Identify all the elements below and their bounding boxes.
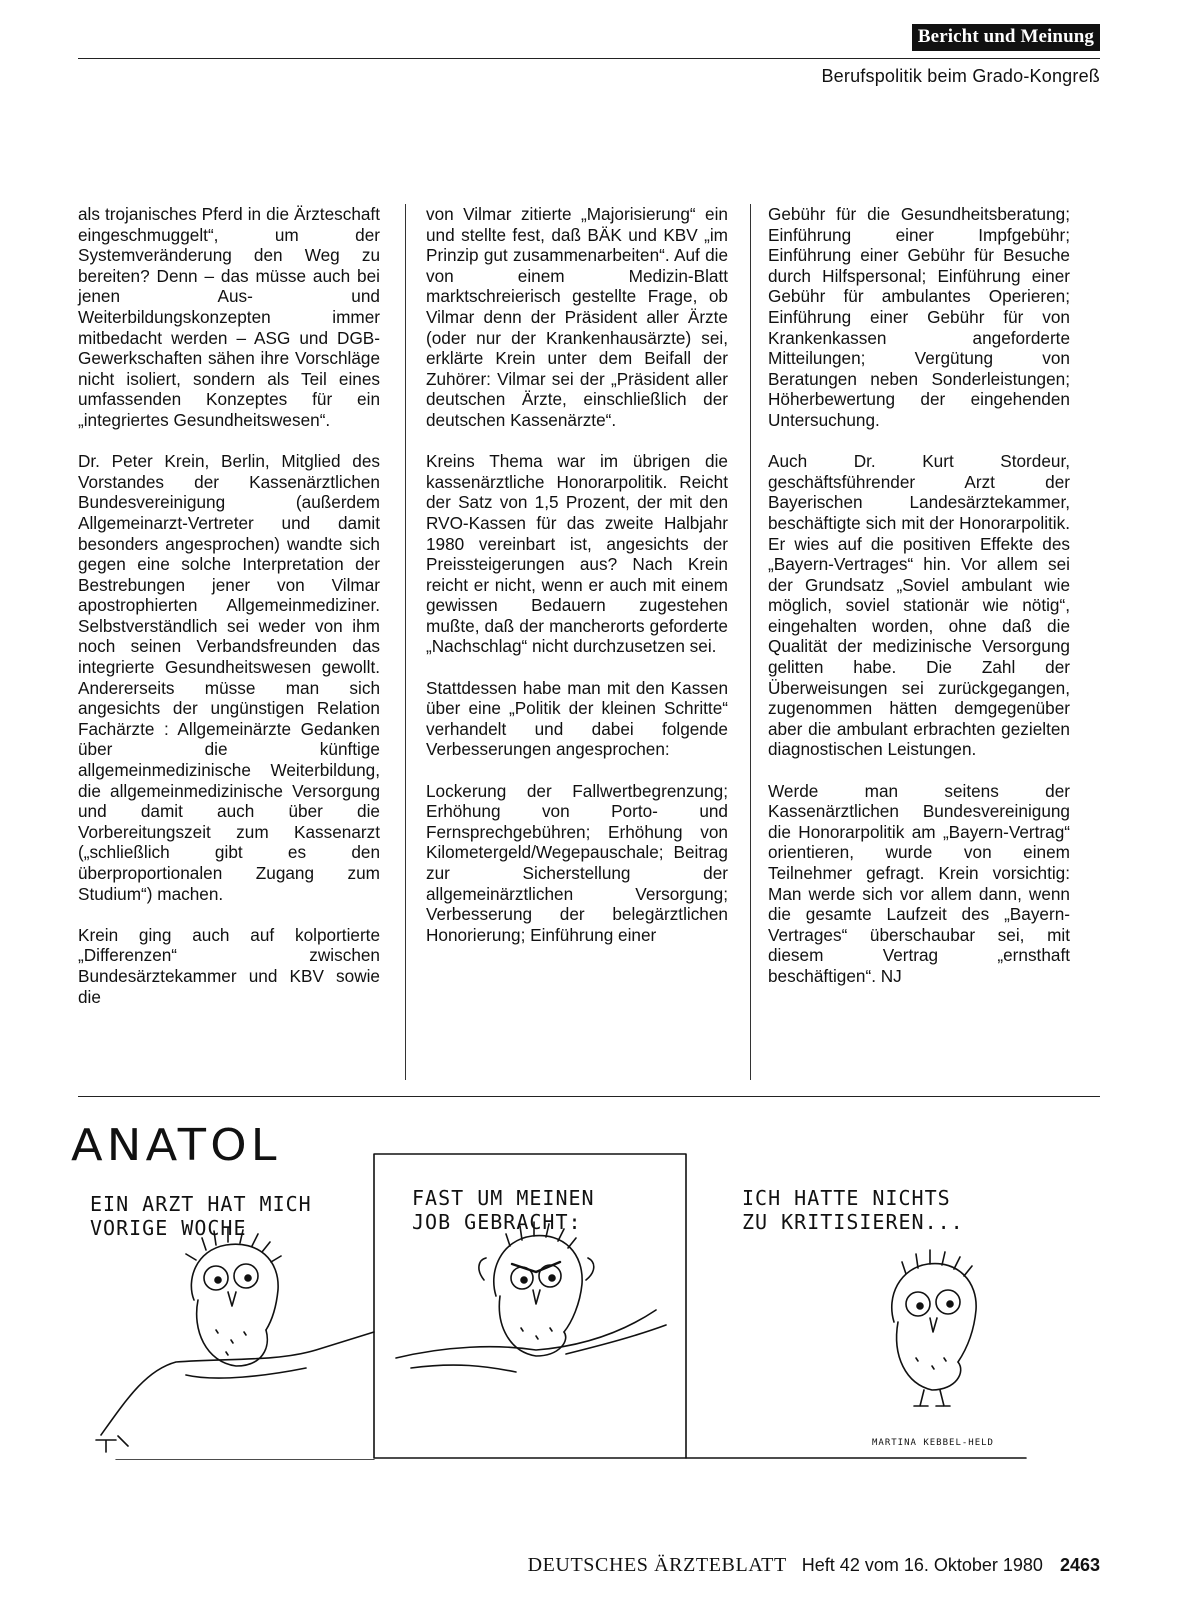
paragraph: Auch Dr. Kurt Stordeur, geschäftsführender Arzt der Bayerischen Landesärztekammer, beschäftigte sich mit der Honorarpolitik. Er wies auf die positiven Effekte des „Bayern-Vertrages“ hin. Vor allem sei der Grundsatz „Soviel ambulant wie möglich, soviel stationär wie nötig“, eingehalten worden, ohne daß die Qualität der medizinische Versorgung gelitten habe. Die Zahl der Überweisungen sei zurückgegangen, zugenommen hätten demgegenüber aber die ambulant erbrachten gezielten diagnostischen Leistungen.	[768, 451, 1070, 760]
paragraph: von Vilmar zitierte „Majorisierung“ ein und stellte fest, daß BÄK und KBV „im Prinzip gut zusammenarbeiten“. Auf die von einem Medizin-Blatt marktschreierisch gestellte Frage, ob Vilmar denn der Präsident aller Ärzte (oder nur der Krankenhausärzte) sei, erklärte Krein unter dem Beifall der Zuhörer: Vilmar sei der „Präsident aller deutschen Ärzte, einschließlich der deutschen Kassenärzte“.	[426, 204, 728, 430]
comic-caption-2	[412, 1186, 595, 1234]
owl-1-drawing	[186, 1228, 281, 1366]
caption-line: ICH HATTE NICHTS	[742, 1186, 951, 1210]
comic-title: ANATOL	[71, 1120, 281, 1171]
paragraph: Krein ging auch auf kolportierte „Differenzen“ zwischen Bundesärztekammer und KBV sowie die	[78, 924, 380, 1007]
issue-info: Heft 42 vom 16. Oktober 1980	[801, 1555, 1043, 1575]
paragraph: Gebühr für die Gesundheitsberatung; Einführung einer Impfgebühr; Einführung einer Gebühr für Besuche durch Hilfspersonal; Einführung einer Gebühr für ambulantes Operieren; Einführung einer Gebühr für von Krankenkassen angeforderte Mitteilungen; Vergütung von Beratungen neben Sonderleistungen; Höherbewertung der eingehenden Untersuchung.	[768, 204, 1070, 430]
article-column-2	[426, 204, 728, 966]
article-subtitle: Berufspolitik beim Grado-Kongreß	[821, 66, 1100, 86]
artist-signature: MARTINA KEBBEL-HELD	[872, 1438, 994, 1448]
section-label: Bericht und Meinung	[912, 24, 1100, 51]
page-number: 2463	[1059, 1555, 1100, 1575]
article-column-3	[768, 204, 1070, 1007]
paragraph: Lockerung der Fallwertbegrenzung; Erhöhung von Porto- und Fernsprechgebühren; Erhöhung von Kilometergeld/Wegepauschale; Beitrag zur Sicherstellung der allgemeinärztlichen Versorgung; Verbesserung der belegärztlichen Honorierung; Einführung einer	[426, 780, 728, 945]
journal-name: DEUTSCHES ÄRZTEBLATT	[527, 1554, 787, 1576]
comic-strip	[66, 1100, 1076, 1448]
column-divider	[750, 204, 751, 1080]
header-rule	[78, 58, 1100, 59]
caption-line: FAST UM MEINEN	[412, 1186, 595, 1210]
caption-line: JOB GEBRACHT:	[412, 1210, 582, 1234]
paragraph: Stattdessen habe man mit den Kassen über eine „Politik der kleinen Schritte“ verhandelt und dabei folgende Verbesserungen angesprochen:	[426, 677, 728, 760]
column-divider	[405, 204, 406, 1080]
page-footer	[528, 1554, 1100, 1577]
paragraph: Dr. Peter Krein, Berlin, Mitglied des Vorstandes der Kassenärztlichen Bundesvereinigung (außerdem Allgemeinarzt-Vertreter und damit besonders angesprochen) wandte sich gegen eine solche Interpretation der Bestrebungen jener von Vilmar apostrophierten Allgemeinmediziner. Selbstverständlich sei weder von ihm noch seinen Verbandsfreunden das integrierte Gesundheitswesen gewollt. Andererseits müsse man sich angesichts der ungünstigen Relation Fachärzte : Allgemeinärzte Gedanken über die künftige allgemeinmedizinische Weiterbildung, die allgemeinmedizinische Versorgung und damit auch über die Vorbereitungszeit zum Kassenarzt („schließlich gibt es den überproportionalen Zugang zum Studium“) machen.	[78, 451, 380, 904]
caption-line: ZU KRITISIEREN...	[742, 1210, 964, 1234]
comic-top-rule	[78, 1096, 1100, 1097]
comic-caption-3	[742, 1186, 964, 1234]
owl-3-drawing	[892, 1250, 976, 1406]
caption-line: EIN ARZT HAT MICH	[90, 1192, 312, 1216]
paragraph: Kreins Thema war im übrigen die kassenärztliche Honorarpolitik. Reicht der Satz von 1,5 Prozent, der mit den RVO-Kassen für das zweite Halbjahr 1980 vereinbart ist, angesichts der Preissteigerungen aus? Nach Krein reicht er nicht, wenn er auch mit einem gewissen Bedauern zugestehen mußte, daß der mancherorts geforderte „Nachschlag“ nicht durchzusetzen sei.	[426, 451, 728, 657]
paragraph: Werde man seitens der Kassenärztlichen Bundesvereinigung die Honorarpolitik am „Bayern-Vertrag“ orientieren, wurde von einem Teilnehmer gefragt. Krein vorsichtig: Man werde sich vor allem dann, wenn die gesamte Laufzeit des „Bayern-Vertrages“ überschaubar sei, mit diesem Vertrag „ernsthaft beschäftigen“. NJ	[768, 780, 1070, 986]
comic-caption-1	[90, 1192, 312, 1240]
caption-line: VORIGE WOCHE	[90, 1216, 247, 1240]
article-column-1	[78, 204, 380, 1028]
owl-2-drawing	[479, 1222, 594, 1356]
paragraph: als trojanisches Pferd in die Ärzteschaft eingeschmuggelt“, um der Systemveränderung den Weg zu bereiten? Denn – das müsse auch bei jenen Aus- und Weiterbildungskonzepten immer mitbedacht werden – ASG und DGB-Gewerkschaften sähen ihre Vorschläge nicht isoliert, sondern als Teil eines umfassenden Konzeptes für ein „integriertes Gesundheitswesen“.	[78, 204, 380, 430]
article-body	[78, 204, 1100, 1084]
